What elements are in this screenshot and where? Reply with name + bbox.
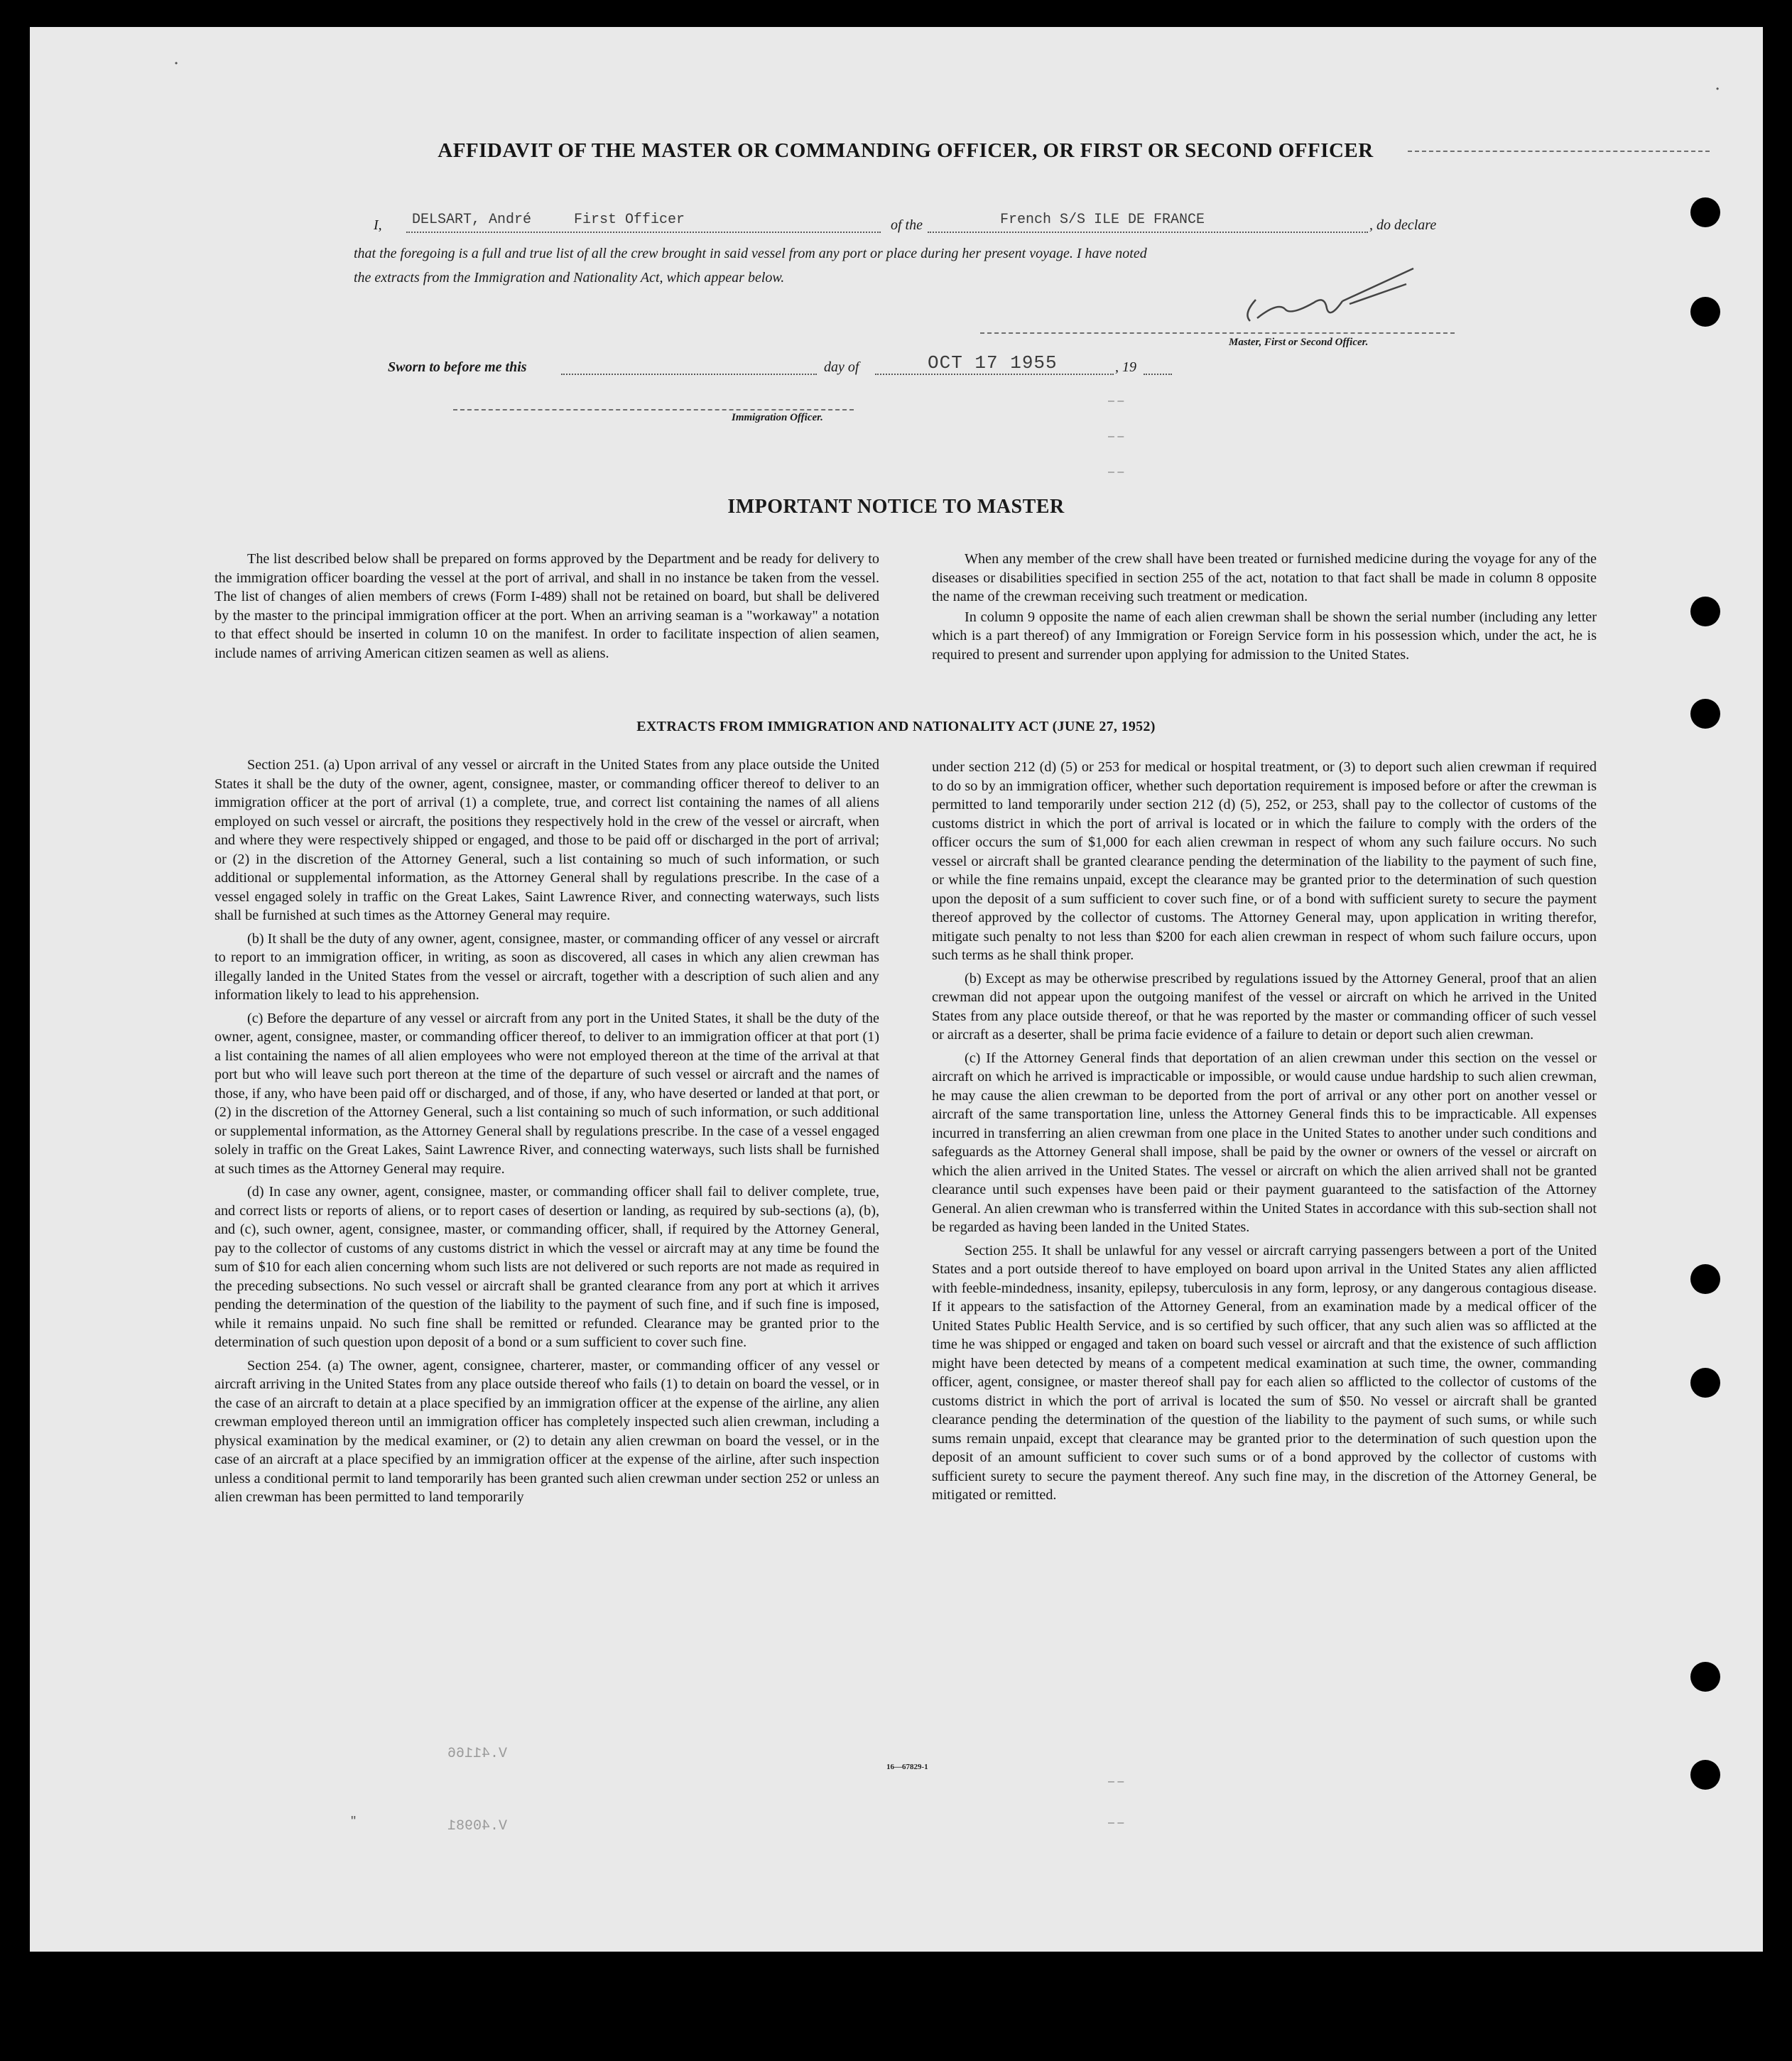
signature [1236, 264, 1421, 335]
section-251-b: (b) It shall be the duty of any owner, agent, consignee, master, or commanding officer of any vessel or aircraft to report to an immigration officer, in writing, as soon as discovered, all cases in which any alien crewman has illegally landed in the United States from the vessel or aircraft, together with a description of such alien and any information likely to lead to his apprehension. [215, 930, 879, 1003]
binder-hole [1690, 1368, 1720, 1398]
section-254-a-continued: under section 212 (d) (5) or 253 for medical or hospital treatment, or (3) to deport such alien crewman if required to do so by an immigration officer, whether such deportation requirement is imposed before or after the crewman is permitted to land temporarily under section 212 (d) (5), 252, or 253, shall pay to the collector of customs of the customs district in which the port of arrival is located or in which the failure to comply with the orders of the officer occurs the sum of $1,000 for each alien crewman in respect of whom any such failure occurs. No such vessel or aircraft shall be granted clearance pending the determination of the liability to the payment of such fine, or while the fine remains unpaid, except the clearance may be granted prior to the determination of such question upon the deposit of a sum sufficient to cover such fine, or of a bond with sufficient surety to secure the payment thereof approved by the collector of customs. The Attorney General may, upon application in writing therefor, mitigate such penalty to not less than $200 for each alien crewman in respect of whom such failure occurs, upon such terms as he shall think proper. [932, 759, 1597, 963]
margin-mark: – – [1108, 1817, 1124, 1829]
margin-mark: – – [1108, 1775, 1124, 1788]
bleed-through-text: V.40981 [447, 1818, 508, 1834]
signature-caption: Master, First or Second Officer. [1229, 337, 1369, 348]
binder-hole [1690, 597, 1720, 626]
vessel-field-line [928, 232, 1368, 233]
year-label: , 19 [1115, 359, 1136, 375]
date-stamp: OCT 17 1955 [928, 352, 1058, 374]
margin-mark: " [351, 1814, 357, 1829]
binder-hole [1690, 1264, 1720, 1294]
section-251-d: (d) In case any owner, agent, consignee, master, or commanding officer shall fail to deliver complete, true, and correct lists or reports of aliens, or to report cases of desertion or landing, as required by sub-sections (a), (b), and (c), such owner, agent, consignee, master, or commanding officer, shall, if required by the Attorney General, pay to the collector of customs of any customs district in which the vessel or aircraft may at any time be found the sum of $10 for each alien concerning whom such lists are not delivered or such reports are not made as required in the preceding subsections. No such vessel or aircraft shall be granted clearance from any port at which it arrives pending the determination of the question of the liability to the payment of such fine, and if such fine is imposed, while it remains unpaid. No such fine shall be remitted or refunded. Clearance may be granted prior to the determination of such question upon deposit of a bond or a sum sufficient to cover such fine. [215, 1184, 879, 1350]
section-251-a: Section 251. (a) Upon arrival of any vessel or aircraft in the United States from any place outside the United States it shall be the duty of the owner, agent, consignee, master, or commanding officer thereof to deliver to an immigration officer at the port of arrival (1) a complete, true, and correct list containing the names of all aliens employed on such vessel or aircraft, the positions they respectively hold in the crew of the vessel or aircraft, when and where they were respectively shipped or engaged, and those to be paid off or discharged in the port of arrival; or (2) in the discretion of the Attorney General, such a list containing so much of such information, or such additional or supplemental information, as the Attorney General shall by regulations prescribe. In the case of a vessel engaged solely in traffic on the Great Lakes, Saint Lawrence River, and connecting waterways, such lists shall be furnished at such times as the Attorney General may require. [215, 757, 879, 923]
of-the-label: of the [891, 217, 923, 233]
section-254-b: (b) Except as may be otherwise prescribed by regulations issued by the Attorney General, proof that an alien crewman did not appear upon the outgoing manifest of the vessel or aircraft on which he arrived in the United States from any place outside thereof, or that he was reported by the master or commanding officer of such vessel or aircraft as a deserter, shall be prima facie evidence of a failure to detain or deport such alien crewman. [932, 970, 1597, 1043]
sworn-label: Sworn to before me this [388, 359, 527, 375]
binder-hole [1690, 297, 1720, 327]
i-label: I, [374, 217, 382, 233]
officer-line [453, 409, 854, 410]
margin-mark: – – [1108, 430, 1124, 442]
month-line [875, 374, 1114, 375]
notice-right-paragraph-1: When any member of the crew shall have been treated or furnished medicine during the voyage for any of the diseases or disabilities specified in section 255 of the act, notation to that fact shall be made in column 8 opposite the name of the crewman receiving such treatment or medication. [932, 551, 1597, 604]
extracts-left-column [215, 756, 879, 1511]
bleed-through-text: V.41166 [447, 1746, 508, 1762]
do-declare-label: , do declare [1369, 217, 1437, 233]
statement-line-2: the extracts from the Immigration and Nationality Act, which appear below. [354, 270, 785, 286]
form-code: 16—67829-1 [886, 1763, 928, 1771]
margin-mark: – – [1108, 466, 1124, 478]
section-254-c: (c) If the Attorney General finds that deportation of an alien crewman under this section on the vessel or aircraft on which he arrived is impracticable or impossible, or would cause undue hardship to such alien crewman, he may cause the alien crewman to be deported from the port of arrival or any other port on another vessel or aircraft of the same transportation line, unless the Attorney General finds this to be impracticable. All expenses incurred in transferring an alien crewman from one place in the United States to another under such conditions and safeguards as the Attorney General shall impose, shall be paid by the owner or owners of the vessel or aircraft on which the alien arrived in the United States. The vessel or aircraft on which the alien arrived shall not be granted clearance until such expenses have been paid or their payment guaranteed to the satisfaction of the Attorney General. An alien crewman who is transferred within the United States in accordance with this sub-section shall not be regarded as having been landed in the United States. [932, 1050, 1597, 1235]
officer-caption: Immigration Officer. [732, 412, 823, 423]
section-254-a: Section 254. (a) The owner, agent, consignee, charterer, master, or commanding officer of any vessel or aircraft arriving in the United States from any place outside thereof who fails (1) to detain on board the vessel, or in the case of an aircraft to detain at a place specified by an immigration officer at the expense of the airline, any alien crewman employed thereon until an immigration officer has completely inspected such alien crewman, including a physical examination by the medical examiner, or (2) to detain any alien crewman on board the vessel, or in the case of an aircraft at a place specified by an immigration officer at the expense of the airline, after such inspection unless a conditional permit to land temporarily has been granted such alien crewman under section 252 or unless an alien crewman has been permitted to land temporarily [215, 1357, 879, 1505]
binder-hole [1690, 197, 1720, 227]
margin-mark: • [175, 58, 178, 68]
signature-line [980, 332, 1455, 334]
extracts-right-column [932, 758, 1597, 1509]
binder-hole [1690, 1760, 1720, 1790]
sworn-day-line [561, 374, 817, 375]
section-255: Section 255. It shall be unlawful for any vessel or aircraft carrying passengers between a port of the United States and a port outside thereof to have employed on board upon arrival in the United States any alien afflicted with feeble-mindedness, insanity, epilepsy, tuberculosis in any form, leprosy, or any dangerous contagious disease. If it appears to the satisfaction of the Attorney General, from an examination made by a medical officer of the United States Public Health Service, and is so certified by such officer, that any such alien was so afflicted at the time he was shipped or engaged and taken on board such vessel or aircraft and that the existence of such affliction might have been detected by means of a competent medical examination at such time, the owner, commanding officer, agent, consignee, or master thereof shall pay for each alien so afflicted to the collector of customs of the customs district in which the port of arrival is located the sum of $50. No vessel or aircraft shall be granted clearance pending the determination of the question of the liability to the payment of such sums, or while such sums remain unpaid, except that clearance may be granted prior to the determination of such question upon the deposit of an amount sufficient to cover such sums or of a bond approved by the collector of customs with sufficient surety to secure the payment thereof. Any such fine may, in the discretion of the Attorney General, be mitigated or remitted. [932, 1242, 1597, 1503]
affidavit-title: AFFIDAVIT OF THE MASTER OR COMMANDING OFFICER, OR FIRST OR SECOND OFFICER [438, 139, 1374, 162]
notice-left-paragraph: The list described below shall be prepared on forms approved by the Department and be ready for delivery to the immigration officer boarding the vessel at the port of arrival, and shall in no instance be taken from the vessel. The list of changes of alien members of crews (Form I-489) shall not be retained on board, but shall be delivered by the master to the principal immigration officer at the port. When an arriving seaman is a "workaway" a notation to that effect should be inserted in column 10 on the manifest. In order to facilitate inspection of alien seamen, include names of arriving American citizen seamen as well as aliens. [215, 551, 879, 661]
margin-mark: • [1716, 84, 1720, 94]
name-typed-field[interactable]: DELSART, André First Officer [412, 212, 685, 228]
notice-right-column [932, 550, 1597, 668]
name-field-line [406, 232, 881, 233]
statement-line-1: that the foregoing is a full and true list of all the crew brought in said vessel from any port or place during her present voyage. I have noted [354, 246, 1147, 261]
title-rule [1408, 151, 1710, 152]
notice-left-column [215, 550, 879, 667]
notice-title: IMPORTANT NOTICE TO MASTER [727, 496, 1065, 518]
extracts-title: EXTRACTS FROM IMMIGRATION AND NATIONALITY ACT (JUNE 27, 1952) [636, 719, 1156, 734]
margin-mark: – – [1108, 395, 1124, 407]
notice-right-paragraph-2: In column 9 opposite the name of each alien crewman shall be shown the serial number (including any letter which is a part thereof) of any Immigration or Foreign Service form in his possession which, under the act, he is required to present and surrender upon applying for admission to the United States. [932, 609, 1597, 663]
section-251-c: (c) Before the departure of any vessel or aircraft from any port in the United States, it shall be the duty of the owner, agent, consignee, master, or commanding officer thereof, to deliver to an immigration officer at that port (1) a list containing the names of all alien employees who were not employed thereon at the time of the arrival at that port but who will leave such port thereon at the time of the departure of such vessel or aircraft and the names of those, if any, who have been paid off or discharged, and of those, if any, who have deserted or landed at that port, or (2) in the discretion of the Attorney General, such a list containing so much of such information, or such additional or supplemental information, as the Attorney General shall by regulations prescribe. In the case of a vessel engaged solely in traffic on the Great Lakes, Saint Lawrence River, and connecting waterways, such lists shall be furnished at such times as the Attorney General may require. [215, 1010, 879, 1177]
year-line [1144, 374, 1172, 375]
vessel-typed-field[interactable]: French S/S ILE DE FRANCE [1000, 212, 1205, 228]
day-of-label: day of [824, 359, 859, 375]
binder-hole [1690, 1662, 1720, 1692]
